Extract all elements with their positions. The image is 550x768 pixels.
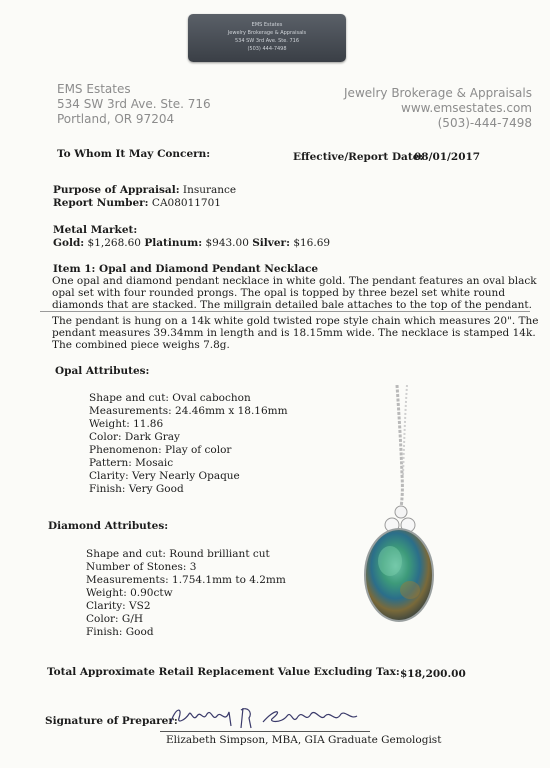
opal-attr-phenomenon: Phenomenon: Play of color [89,444,232,456]
opal-attr-color: Color: Dark Gray [89,431,180,443]
item-heading: Item 1: Opal and Diamond Pendant Necklace [53,263,319,275]
platinum-price: $943.00 [205,237,249,249]
opal-attr-weight: Weight: 11.86 [89,418,164,430]
chain-strand [403,385,407,475]
report-label: Report Number: [53,197,149,209]
purpose-value: Insurance [182,184,237,196]
item-desc-line-2: opal set with four rounded prongs. The opal is topped by three bezel set white round [52,287,506,299]
opal-stone [365,529,433,621]
silver-price: $16.69 [293,237,331,249]
total-label: Total Approximate Retail Replacement Value Excluding Tax: [47,666,400,678]
purpose-label: Purpose of Appraisal: [53,184,180,196]
diamond-attr-finish: Finish: Good [86,626,154,638]
silver-label: Silver: [252,237,290,249]
item-desc-line-1: One opal and diamond pendant necklace in white gold. The pendant features an oval black [52,275,537,287]
item-desc-line-4: The pendant is hung on a 14k white gold twisted rope style chain which measures 20". The [52,315,539,327]
diamond-attr-shape: Shape and cut: Round brilliant cut [86,548,270,560]
gold-price: $1,268.60 [87,237,141,249]
metal-market-heading: Metal Market: [53,224,138,236]
opal-highlight [378,546,402,576]
opal-attr-shape: Shape and cut: Oval cabochon [89,392,251,404]
total-value: $18,200.00 [400,668,466,680]
company-phone: (503)-444-7498 [437,116,532,130]
stamp-line-3: 534 SW 3rd Ave. Ste. 716 [234,38,300,44]
preparer-name: Elizabeth Simpson, MBA, GIA Graduate Gemologist [166,734,442,746]
diamond-attributes-heading: Diamond Attributes: [48,520,169,532]
stamp-label [188,14,346,62]
signature-label: Signature of Preparer: [45,715,178,727]
opal-attr-measurements: Measurements: 24.46mm x 18.16mm [89,405,288,417]
diamond-attr-weight: Weight: 0.90ctw [86,587,173,599]
opal-attr-clarity: Clarity: Very Nearly Opaque [89,470,240,482]
company-website[interactable]: www.emsestates.com [401,101,532,115]
company-address-line2: Portland, OR 97204 [57,112,175,126]
scan-fold-line [40,311,530,312]
gold-label: Gold: [53,237,85,249]
opal-highlight [400,581,420,599]
opal-attributes-heading: Opal Attributes: [55,365,150,377]
chain [397,385,402,508]
purpose-row [53,184,236,196]
diamond-attr-color: Color: G/H [86,613,144,625]
item-desc-line-3: diamonds that are stacked. The millgrain detailed bale attaches to the top of the pendant. [52,299,532,311]
report-row [53,197,221,209]
effective-date-label: Effective/Report Date: [293,151,424,163]
handwritten-signature [165,700,365,732]
opal-attr-finish: Finish: Very Good [89,483,184,495]
diamond-attr-measurements: Measurements: 1.754.1mm to 4.2mm [86,574,286,586]
report-number: CA08011701 [151,197,221,209]
opal-attr-pattern: Pattern: Mosaic [89,457,174,469]
company-tagline: Jewelry Brokerage & Appraisals [344,86,532,100]
diamond-attr-clarity: Clarity: VS2 [86,600,151,612]
stamp-line-4: (503) 444-7498 [247,46,287,52]
company-address-line1: 534 SW 3rd Ave. Ste. 716 [57,97,211,111]
item-desc-line-5: pendant measures 39.34mm in length and is 18.15mm wide. The necklace is stamped 14k. [52,327,536,339]
stamp-line-1: EMS Estates [251,22,283,28]
platinum-label: Platinum: [144,237,203,249]
salutation: To Whom It May Concern: [57,148,211,160]
metal-prices-row [53,237,330,249]
company-name: EMS Estates [57,82,131,96]
effective-date-value: 08/01/2017 [414,151,481,163]
item-desc-line-6: The combined piece weighs 7.8g. [52,339,230,351]
diamond-attr-count: Number of Stones: 3 [86,561,197,573]
stamp-line-2: Jewelry Brokerage & Appraisals [227,30,307,36]
diamond-stone [395,506,407,518]
signature-underline [160,731,370,732]
pendant-photo [335,385,465,640]
